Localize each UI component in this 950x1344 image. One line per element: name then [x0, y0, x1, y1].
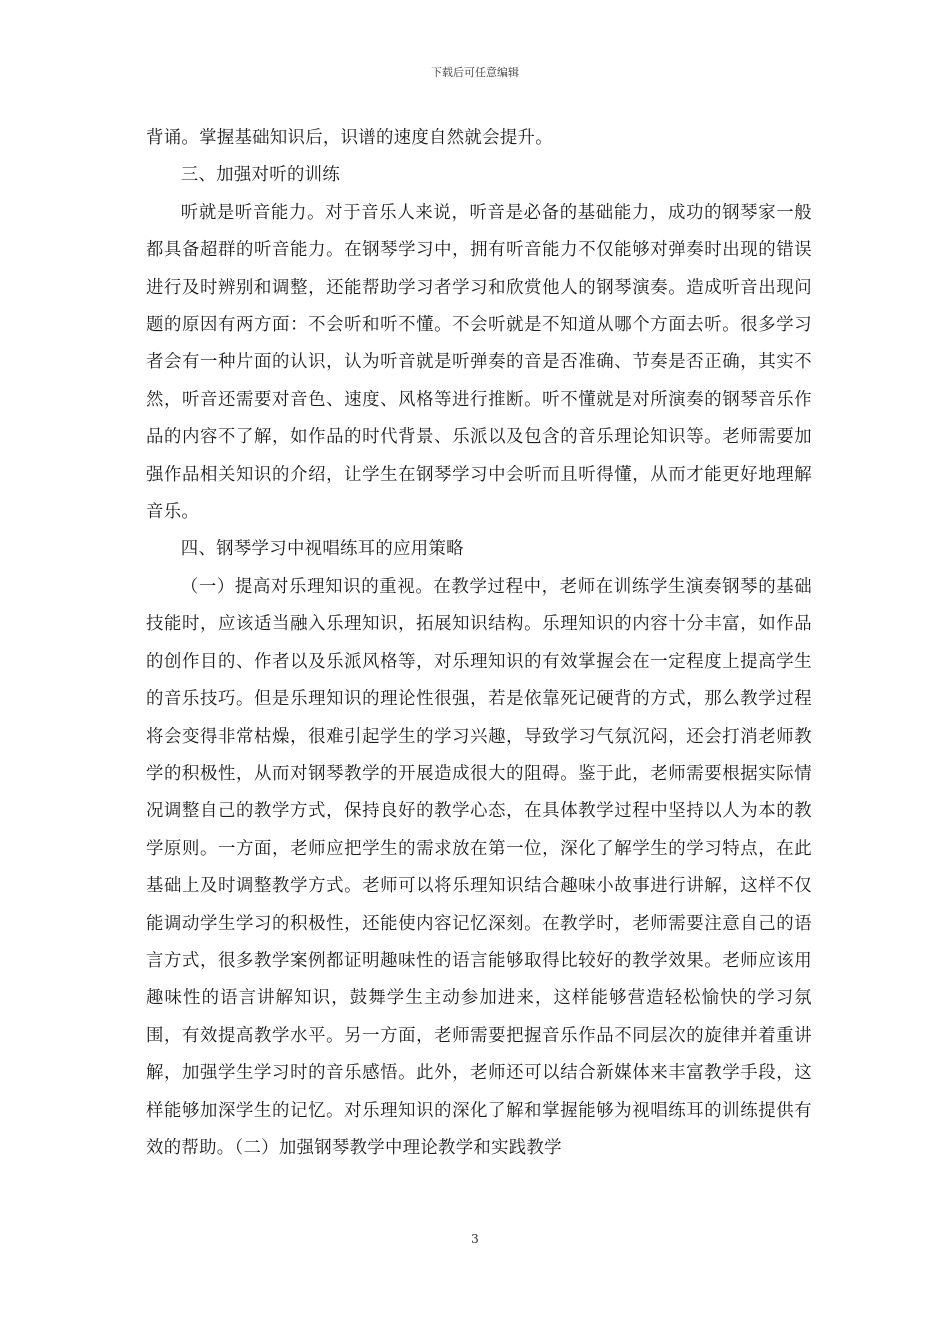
paragraph-listening: 听就是听音能力。对于音乐人来说，听音是必备的基础能力，成功的钢琴家一般都具备超群的听音能力。在钢琴学习中，拥有听音能力不仅能够对弹奏时出现的错误进行及时辨别和调整，还能帮助学习者学习和欣赏他人的钢琴演奏。造成听音出现问题的原因有两方面：不会听和听不懂。不会听就是不知道从哪个方面去听。很多学习者会有一种片面的认识，认为听音就是听弹奏的音是否准确、节奏是否正确，其实不然，听音还需要对音色、速度、风格等进行推断。听不懂就是对所演奏的钢琴音乐作品的内容不了解，如作品的时代背景、乐派以及包含的音乐理论知识等。老师需要加强作品相关知识的介绍，让学生在钢琴学习中会听而且听得懂，从而才能更好地理解音乐。 [146, 202, 812, 523]
body-text [146, 120, 812, 1167]
paragraph-continuation: 背诵。掌握基础知识后，识谱的速度自然就会提升。 [146, 128, 553, 148]
page-number: 3 [471, 1232, 479, 1246]
page-header: 下载后可任意编辑 [431, 66, 519, 79]
section-heading-listening: 三、加强对听的训练 [180, 165, 341, 186]
section-heading-strategies: 四、钢琴学习中视唱练耳的应用策略 [180, 539, 464, 560]
paragraph-strategies: （一）提高对乐理知识的重视。在教学过程中，老师在训练学生演奏钢琴的基础技能时，应该适当融入乐理知识，拓展知识结构。乐理知识的内容十分丰富，如作品的创作目的、作者以及乐派风格等，对乐理知识的有效掌握会在一定程度上提高学生的音乐技巧。但是乐理知识的理论性很强，若是依靠死记硬背的方式，那么教学过程将会变得非常枯燥，很难引起学生的学习兴趣，导致学习气氛沉闷，还会打消老师教学的积极性，从而对钢琴教学的开展造成很大的阻碍。鉴于此，老师需要根据实际情况调整自己的教学方式，保持良好的教学心态，在具体教学过程中坚持以人为本的教学原则。一方面，老师应把学生的需求放在第一位，深化了解学生的学习特点，在此基础上及时调整教学方式。老师可以将乐理知识结合趣味小故事进行讲解，这样不仅能调动学生学习的积极性，还能使内容记忆深刻。在教学时，老师需要注意自己的语言方式，很多教学案例都证明趣味性的语言能够取得比较好的教学效果。老师应该用趣味性的语言讲解知识，鼓舞学生主动参加进来，这样能够营造轻松愉快的学习氛围，有效提高教学水平。另一方面，老师需要把握音乐作品不同层次的旋律并着重讲解，加强学生学习时的音乐感悟。此外，老师还可以结合新媒体来丰富教学手段，这样能够加深学生的记忆。对乐理知识的深化了解和掌握能够为视唱练耳的训练提供有效的帮助。（二）加强钢琴教学中理论教学和实践教学 [146, 576, 812, 1158]
